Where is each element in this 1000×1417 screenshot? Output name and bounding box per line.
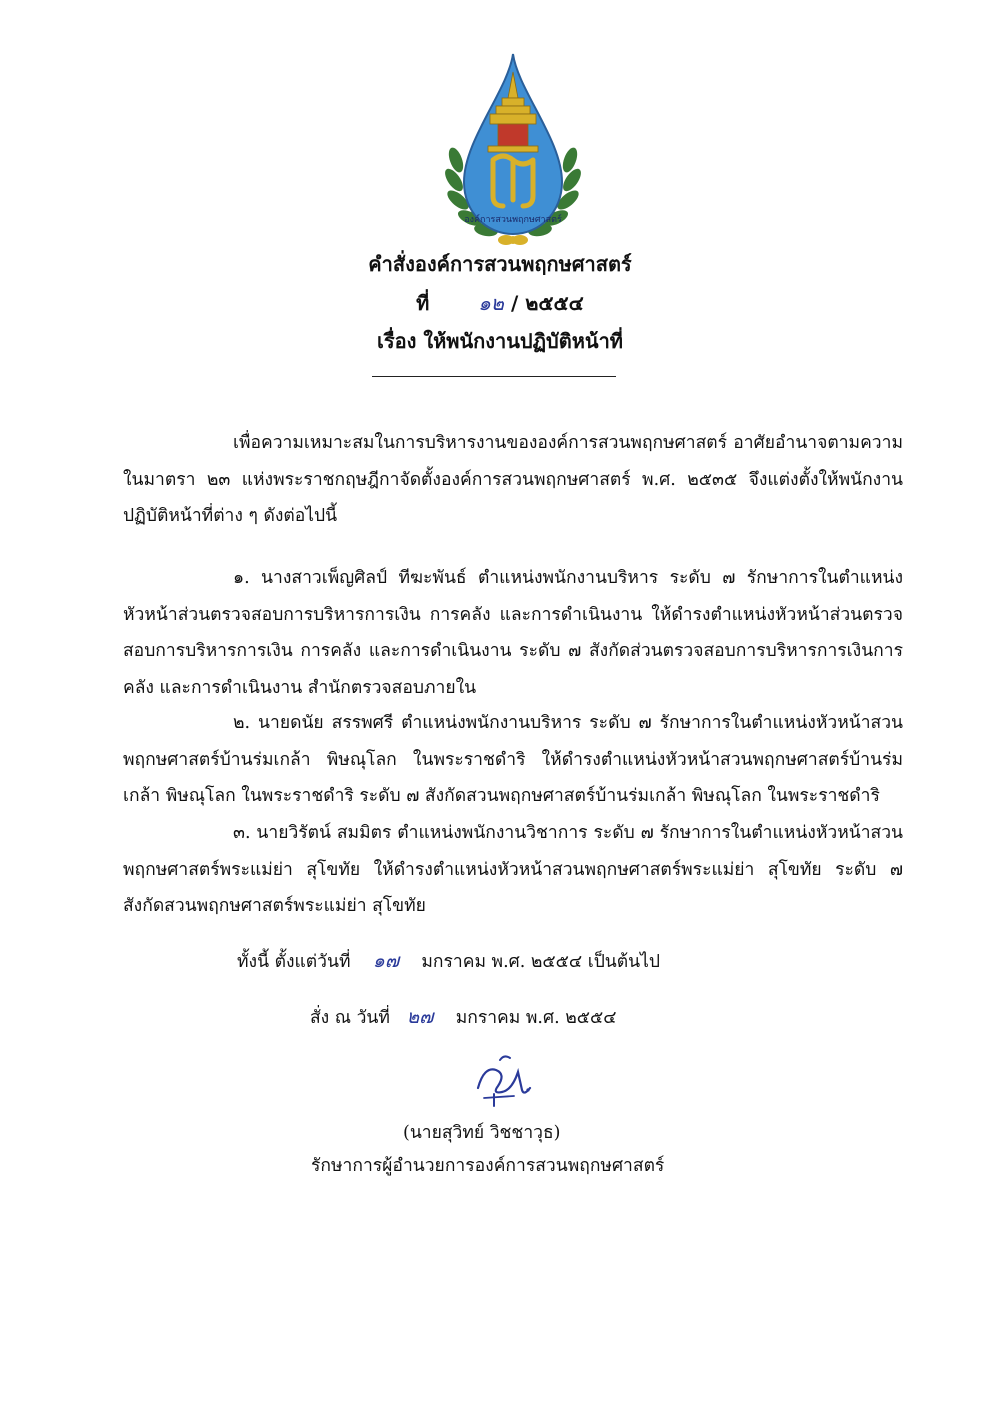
order-date-prefix: สั่ง ณ วันที่ bbox=[310, 1008, 390, 1028]
signatory-position: รักษาการผู้อำนวยการองค์การสวนพฤกษศาสตร์ bbox=[311, 1156, 665, 1176]
emblem-bow bbox=[498, 235, 528, 245]
intro-paragraph: เพื่อความเหมาะสมในการบริหารงานขององค์การสวนพฤกษศาสตร์ อาศัยอำนาจตามความในมาตรา ๒๓ แห่งพระราชกฤษฎีกาจัดตั้งองค์การสวนพฤกษศาสตร์ พ.ศ. ๒๕๓๕ จึงแต่งตั้งให้พนักงานปฏิบัติหน้าที่ต่าง ๆ ดังต่อไปนี้ bbox=[123, 433, 903, 526]
order-number bbox=[0, 287, 1000, 319]
header-divider bbox=[372, 376, 616, 377]
effective-day: ๑๗ bbox=[372, 950, 400, 972]
signatory-name: (นายสุวิทย์ วิชชาวุธ) bbox=[403, 1123, 561, 1143]
order-number-prefix: ที่ bbox=[416, 291, 430, 315]
effective-prefix: ทั้งนี้ ตั้งแต่วันที่ bbox=[237, 952, 351, 972]
order-date-suffix: มกราคม พ.ศ. ๒๕๕๔ bbox=[455, 1008, 617, 1028]
order-day: ๒๗ bbox=[406, 1006, 434, 1028]
handwritten-signature bbox=[470, 1050, 540, 1110]
appointment-item-2: ๒. นายดนัย สรรพศรี ตำแหน่งพนักงานบริหาร ระดับ ๗ รักษาการในตำแหน่งหัวหน้าสวนพฤกษศาสตร์บ้านร่มเกล้า พิษณุโลก ในพระราชดำริ ให้ดำรงตำแหน่งหัวหน้าสวนพฤกษศาสตร์บ้านร่มเกล้า พิษณุโลก ในพระราชดำริ ระดับ ๗ สังกัดสวนพฤกษศาสตร์บ้านร่มเกล้า พิษณุโลก ในพระราชดำริ bbox=[123, 713, 903, 806]
order-date-line bbox=[310, 1002, 616, 1032]
svg-text:องค์การสวนพฤกษศาสตร์: องค์การสวนพฤกษศาสตร์ bbox=[464, 215, 562, 225]
appointment-item-1: ๑. นางสาวเพ็ญศิลป์ ทีฆะพันธ์ ตำแหน่งพนักงานบริหาร ระดับ ๗ รักษาการในตำแหน่งหัวหน้าส่วนตรวจสอบการบริหารการเงิน การคลัง และการดำเนินงาน ให้ดำรงตำแหน่งหัวหน้าส่วนตรวจสอบการบริหารการเงิน การคลัง และการดำเนินงาน ระดับ ๗ สังกัดส่วนตรวจสอบการบริหารการเงินการคลัง และการดำเนินงาน สำนักตรวจสอบภายใน bbox=[123, 568, 903, 698]
order-number-year: / ๒๕๕๔ bbox=[510, 291, 584, 315]
order-subject: เรื่อง ให้พนักงานปฏิบัติหน้าที่ bbox=[377, 329, 623, 353]
organization-emblem bbox=[438, 50, 588, 250]
order-number-value: ๑๒ bbox=[478, 291, 504, 315]
effective-date-line bbox=[237, 946, 660, 976]
effective-suffix: มกราคม พ.ศ. ๒๕๕๔ เป็นต้นไป bbox=[421, 952, 661, 972]
appointment-item-3: ๓. นายวิรัตน์ สมมิตร ตำแหน่งพนักงานวิชาการ ระดับ ๗ รักษาการในตำแหน่งหัวหน้าสวนพฤกษศาสตร์พระแม่ย่า สุโขทัย ให้ดำรงตำแหน่งหัวหน้าสวนพฤกษศาสตร์พระแม่ย่า สุโขทัย ระดับ ๗ สังกัดสวนพฤกษศาสตร์พระแม่ย่า สุโขทัย bbox=[123, 823, 903, 916]
order-title: คำสั่งองค์การสวนพฤกษศาสตร์ bbox=[368, 252, 632, 276]
